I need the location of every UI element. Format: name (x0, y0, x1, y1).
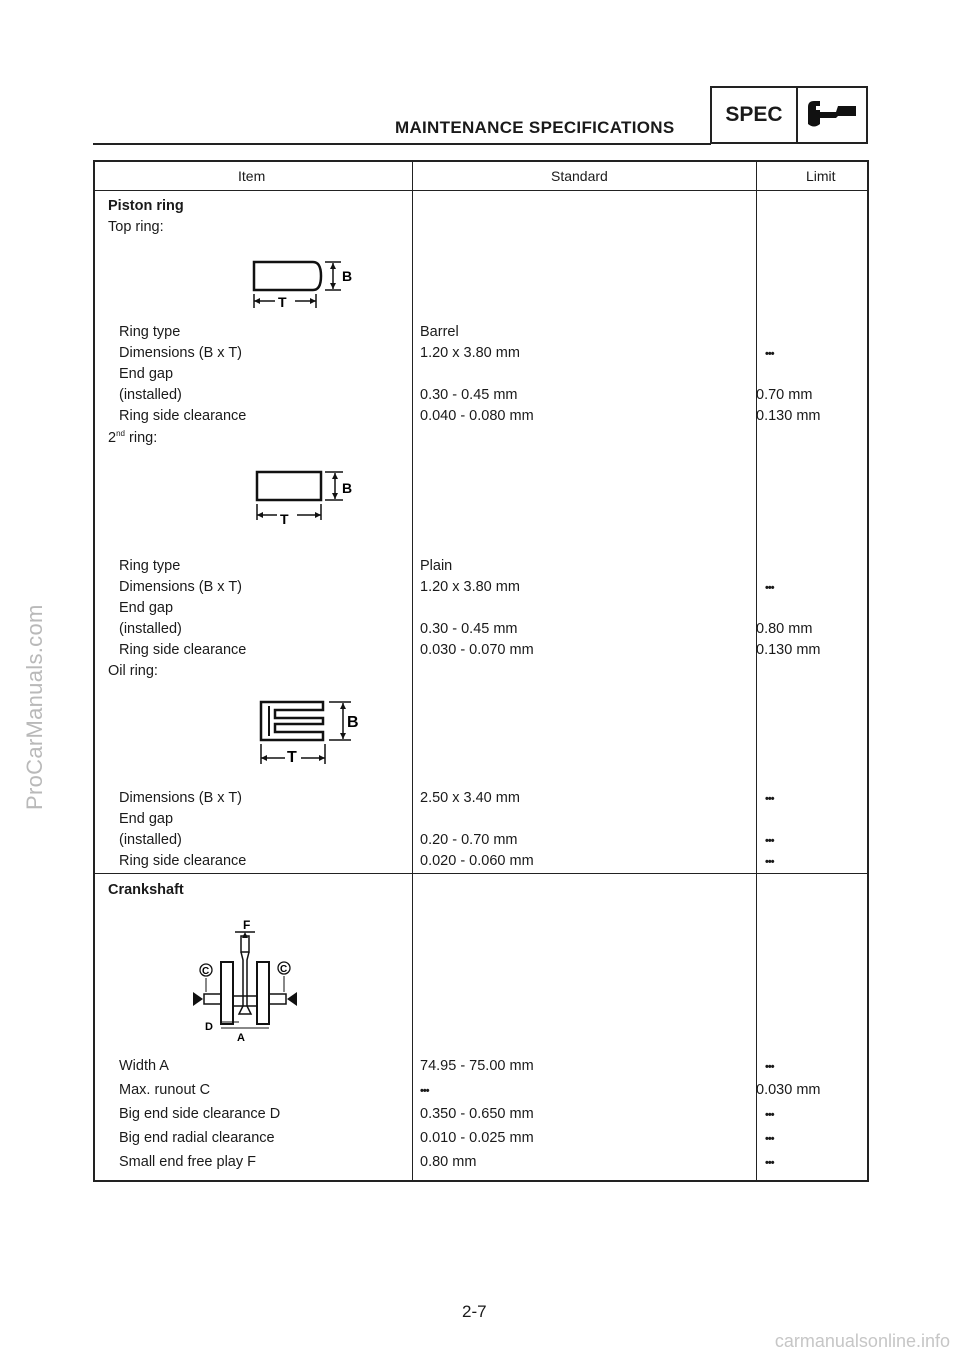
row-item: Dimensions (B x T) (119, 345, 243, 361)
row-standard: 0.010 - 0.025 mm (420, 1130, 534, 1146)
row-limit: ••• (765, 835, 774, 847)
row-item: Ring type (119, 558, 181, 574)
row-limit: ••• (765, 1109, 774, 1121)
crankshaft-diagram (191, 914, 319, 1048)
row-item: Max. runout C (119, 1082, 211, 1098)
section-title-crankshaft: Crankshaft (108, 882, 184, 898)
row-standard: Plain (420, 558, 453, 574)
row-item: Width A (119, 1058, 169, 1074)
row-item: Small end free play F (119, 1154, 257, 1170)
label-d: D (205, 1021, 213, 1033)
row-item: Dimensions (B x T) (119, 579, 243, 595)
row-limit: ••• (765, 348, 774, 360)
row-limit: ••• (765, 1157, 774, 1169)
row-standard: 1.20 x 3.80 mm (420, 579, 520, 595)
row-item: Big end radial clearance (119, 1130, 275, 1146)
row-limit: 0.030 mm (756, 1082, 821, 1098)
row-item: End gap (119, 600, 174, 616)
row-standard: 0.020 - 0.060 mm (420, 853, 534, 869)
row-item: Dimensions (B x T) (119, 790, 243, 806)
row-item: Big end side clearance D (119, 1106, 281, 1122)
wrench-icon (798, 88, 866, 142)
row-item: (installed) (119, 621, 182, 637)
section-title-piston-ring: Piston ring (108, 198, 184, 214)
col-divider (756, 162, 757, 1180)
row-standard: 0.20 - 0.70 mm (420, 832, 518, 848)
row-standard: 2.50 x 3.40 mm (420, 790, 520, 806)
row-standard: 0.350 - 0.650 mm (420, 1106, 534, 1122)
spec-label: SPEC (712, 88, 798, 142)
col-header-limit: Limit (806, 168, 836, 184)
spec-badge (710, 86, 868, 144)
page-number: 2-7 (462, 1302, 487, 1321)
label-b: B (342, 480, 353, 496)
row-item: (installed) (119, 387, 182, 403)
row-limit: ••• (765, 582, 774, 594)
row-item: Ring type (119, 324, 181, 340)
col-header-item: Item (238, 168, 266, 184)
label-t: T (287, 749, 297, 766)
col-header-standard: Standard (551, 168, 608, 184)
oil-ring-diagram (251, 694, 363, 768)
row-limit: 0.70 mm (756, 387, 813, 403)
second-ring-diagram (247, 466, 359, 528)
label-b: B (347, 714, 359, 731)
row-item: Ring side clearance (119, 853, 247, 869)
label-t: T (280, 511, 289, 527)
row-item: Ring side clearance (119, 408, 247, 424)
label-c: C (202, 966, 210, 977)
footer-watermark: carmanualsonline.info (774, 1331, 950, 1351)
watermark: ProCarManuals.com (22, 604, 47, 810)
section-divider (95, 873, 867, 874)
top-ring-diagram (245, 254, 357, 316)
row-standard: 0.80 mm (420, 1154, 477, 1170)
row-limit: 0.80 mm (756, 621, 813, 637)
row-standard: 0.030 - 0.070 mm (420, 642, 534, 658)
header-divider (95, 190, 867, 191)
row-standard: 1.20 x 3.80 mm (420, 345, 520, 361)
row-limit: ••• (765, 793, 774, 805)
label-t: T (278, 294, 287, 310)
row-item: End gap (119, 366, 174, 382)
subsection-top-ring: Top ring: (108, 219, 164, 235)
row-item: End gap (119, 811, 174, 827)
label-f: F (243, 918, 251, 932)
spec-table (93, 160, 869, 1182)
label-b: B (342, 268, 353, 284)
row-standard: Barrel (420, 324, 459, 340)
col-divider (412, 162, 413, 1180)
row-limit: 0.130 mm (756, 642, 821, 658)
row-standard: 0.30 - 0.45 mm (420, 387, 518, 403)
row-item: Ring side clearance (119, 642, 247, 658)
row-standard: 0.30 - 0.45 mm (420, 621, 518, 637)
row-limit: ••• (765, 1061, 774, 1073)
row-item: (installed) (119, 832, 182, 848)
label-a: A (237, 1032, 245, 1044)
row-limit: ••• (765, 1133, 774, 1145)
header-rule (93, 143, 711, 145)
page-title: MAINTENANCE SPECIFICATIONS (395, 118, 675, 137)
row-limit: 0.130 mm (756, 408, 821, 424)
subsection-second-ring: 2nd ring: (108, 429, 158, 446)
row-limit: ••• (765, 856, 774, 868)
row-standard: ••• (420, 1085, 429, 1097)
row-standard: 0.040 - 0.080 mm (420, 408, 534, 424)
subsection-oil-ring: Oil ring: (108, 663, 158, 679)
label-c: C (280, 964, 288, 975)
row-standard: 74.95 - 75.00 mm (420, 1058, 534, 1074)
